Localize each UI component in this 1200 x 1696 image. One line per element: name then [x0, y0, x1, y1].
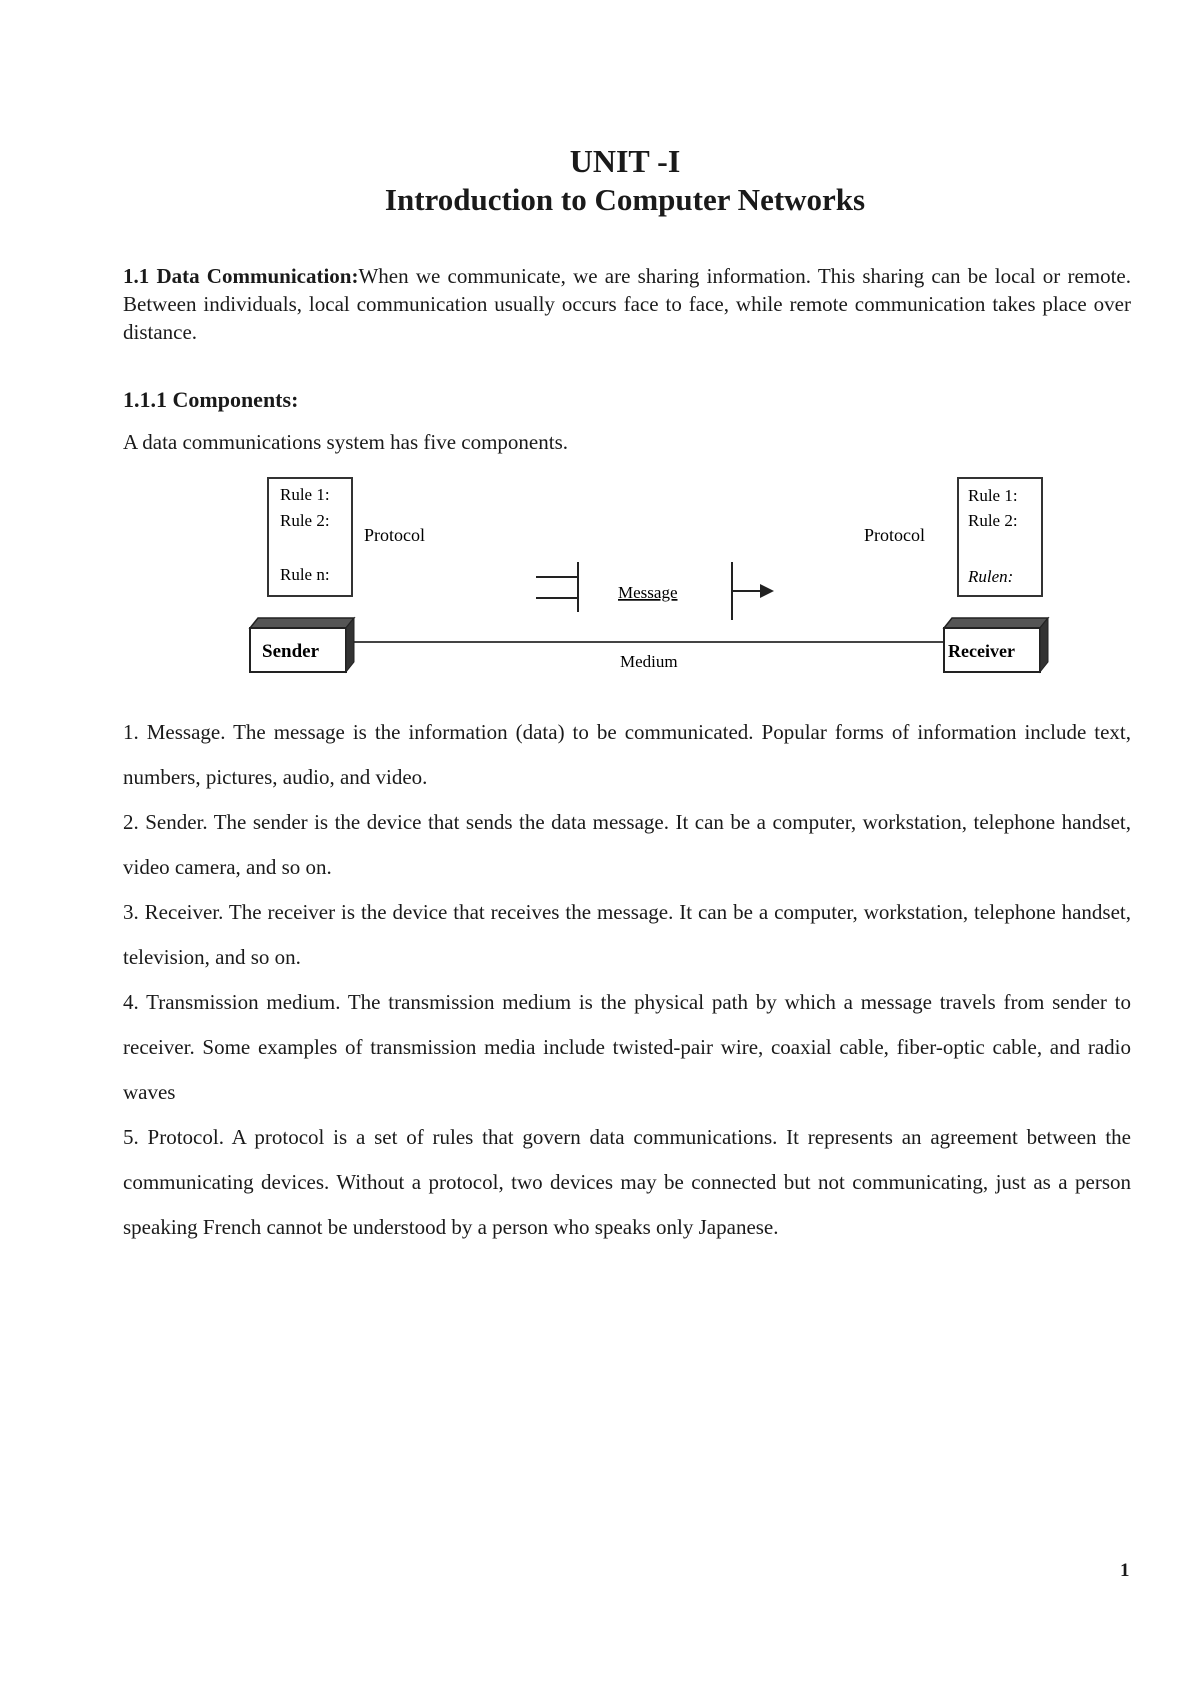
component-message: 1. Message. The message is the information (data) to be communicated. Popular forms of information include text, numbers, pictures, audio, and video. — [123, 720, 1131, 789]
receiver-device-side — [1040, 618, 1048, 672]
protocol-label-right: Protocol — [864, 525, 925, 545]
sender-rule-1: Rule 1: — [280, 485, 330, 504]
data-communication-heading: 1.1 Data Communication: — [123, 264, 359, 288]
component-sender: 2. Sender. The sender is the device that sends the data message. It can be a computer, workstation, telephone handset, video camera, and so on. — [123, 810, 1131, 879]
receiver-rule-1: Rule 1: — [968, 486, 1018, 505]
medium-label: Medium — [620, 652, 678, 671]
component-receiver: 3. Receiver. The receiver is the device that receives the message. It can be a computer, workstation, telephone handset, television, and so on. — [123, 900, 1131, 969]
components-heading: 1.1.1 Components: — [123, 387, 299, 412]
diagram-svg — [240, 470, 1060, 690]
page-number: 1 — [1120, 1560, 1130, 1581]
sender-rule-n: Rule n: — [280, 565, 330, 584]
components-list — [123, 710, 1131, 1250]
receiver-rule-2: Rule 2: — [968, 511, 1018, 530]
message-arrow-head — [760, 584, 774, 598]
message-label: Message — [618, 583, 678, 602]
data-communication-text: When we communicate, we are sharing information. This sharing can be local or remote. Between individuals, local communication usually occurs face to face, while remote communication takes place over distance. — [123, 264, 1132, 344]
title-block — [0, 142, 1200, 220]
protocol-label-left: Protocol — [364, 525, 425, 545]
receiver-rule-n: Rulen: — [968, 567, 1014, 586]
components-intro: A data communications system has five components. — [123, 430, 568, 454]
unit-title: UNIT -I — [569, 143, 681, 179]
sender-device-top — [250, 618, 354, 628]
page-title: Introduction to Computer Networks — [384, 182, 866, 217]
component-protocol: 5. Protocol. A protocol is a set of rules that govern data communications. It represents an agreement between the communicating devices. Without a protocol, two devices may be connected but not communicating, just as a person speaking French cannot be understood by a person who speaks only Japanese. — [123, 1125, 1131, 1239]
component-transmission-medium: 4. Transmission medium. The transmission medium is the physical path by which a message travels from sender to receiver. Some examples of transmission media include twisted-pair wire, coaxial cable, fiber-optic cable, and radio waves — [123, 990, 1131, 1104]
sender-device-side — [346, 618, 354, 672]
receiver-device-top — [944, 618, 1048, 628]
data-communication-paragraph — [123, 262, 1131, 346]
data-communication-diagram — [240, 470, 1060, 690]
receiver-label: Receiver — [948, 641, 1015, 661]
sender-rule-2: Rule 2: — [280, 511, 330, 530]
sender-label: Sender — [262, 641, 319, 662]
